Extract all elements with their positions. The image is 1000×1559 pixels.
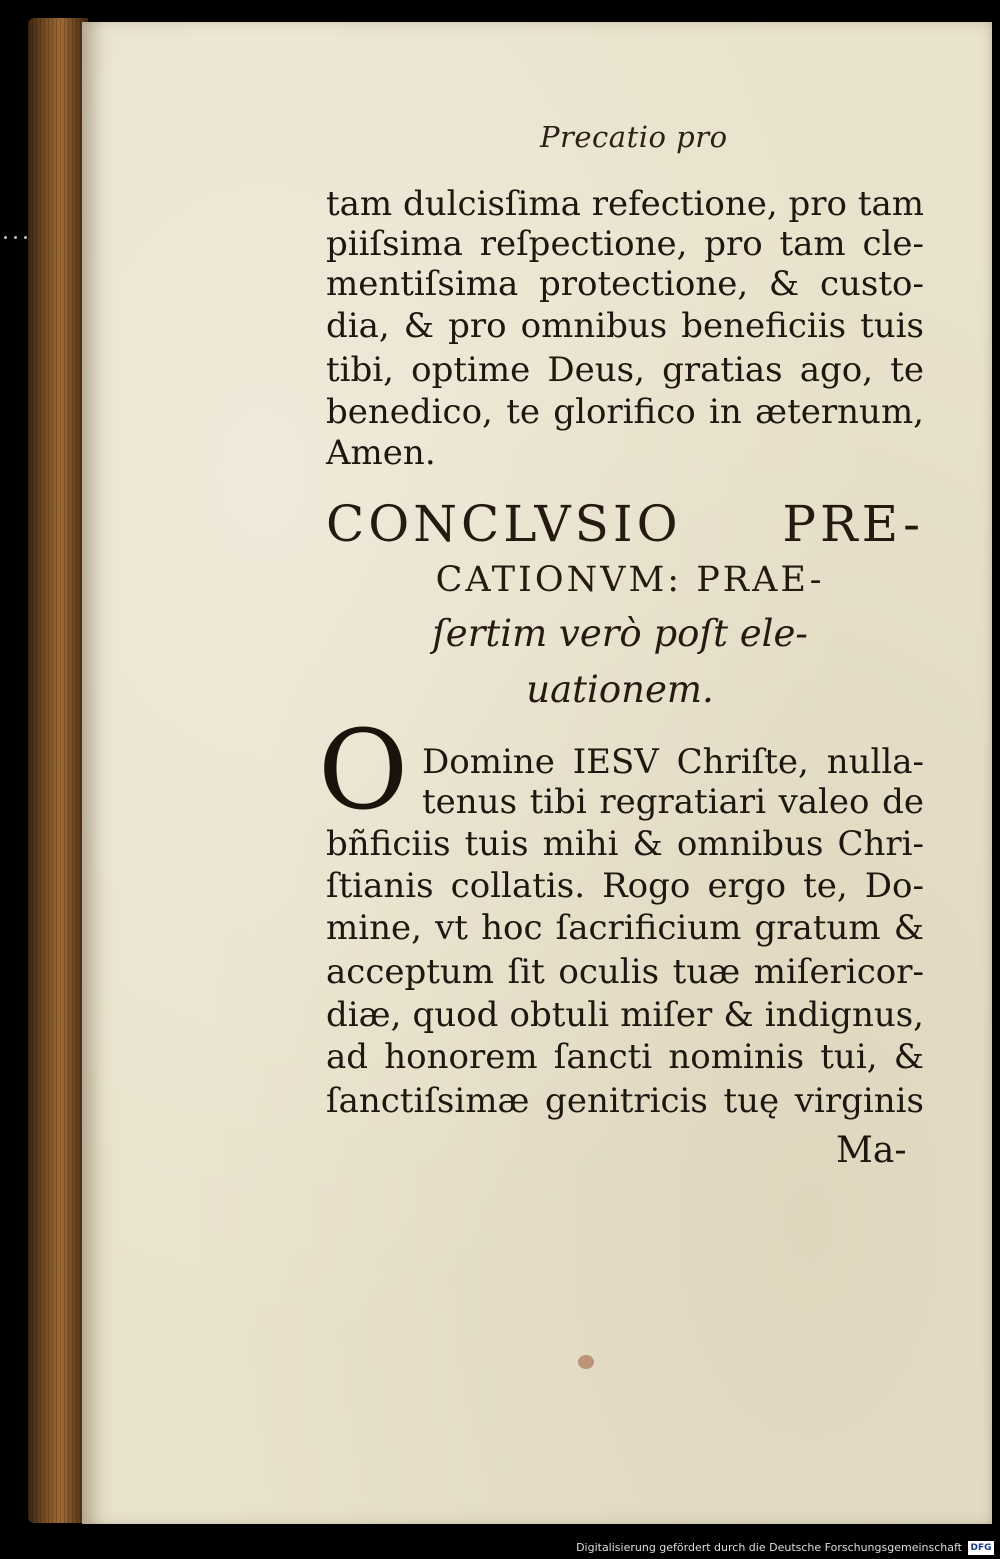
section-heading-line: CONCLVSIO PRE-	[326, 495, 924, 553]
prayer-line: bñficiis tuis mihi & omnibus Chri-	[326, 824, 924, 864]
prayer-line: tenus tibi regratiari valeo de	[422, 782, 924, 822]
book-page-edges	[28, 18, 88, 1523]
prayer-line: ſtianis collatis. Rogo ergo te, Do-	[326, 866, 924, 906]
prayer-line: ad honorem ſancti nominis tui, &	[326, 1037, 924, 1077]
prayer-line: Domine IESV Chriſte, nulla-	[422, 742, 924, 782]
body-line: mentiſsima protectione, & custo-	[326, 264, 924, 304]
funding-credit: Digitalisierung gefördert durch die Deutsche Forschungsgemeinschaft	[576, 1541, 962, 1554]
prayer-line: mine, vt hoc ſacrificium gratum &	[326, 908, 924, 948]
body-line: tam dulcisſima refectione, pro tam	[326, 184, 924, 224]
body-line: dia, & pro omnibus beneficiis tuis	[326, 306, 924, 346]
paper-stain	[578, 1355, 594, 1369]
body-line: tibi, optime Deus, gratias ago, te	[326, 350, 924, 390]
section-heading-line: CATIONVM: PRAE-	[435, 560, 825, 600]
drop-cap-initial: O	[318, 706, 409, 834]
section-heading-line: uationem.	[526, 668, 714, 711]
running-head: Precatio pro	[540, 120, 728, 154]
dfg-logo: DFG	[968, 1541, 994, 1555]
body-line: benedico, te glorifico in æternum,	[326, 392, 924, 432]
body-line: Amen.	[326, 433, 436, 473]
catchword: Ma-	[836, 1130, 907, 1171]
prayer-line: ſanctiſsimæ genitricis tuę virginis	[326, 1081, 924, 1121]
section-heading-line: ſertim verò poſt ele-	[432, 612, 808, 655]
prayer-line: acceptum ſit oculis tuæ miſericor-	[326, 952, 924, 992]
body-line: piiſsima reſpectione, pro tam cle-	[326, 224, 924, 264]
prayer-line: diæ, quod obtuli miſer & indignus,	[326, 995, 924, 1035]
